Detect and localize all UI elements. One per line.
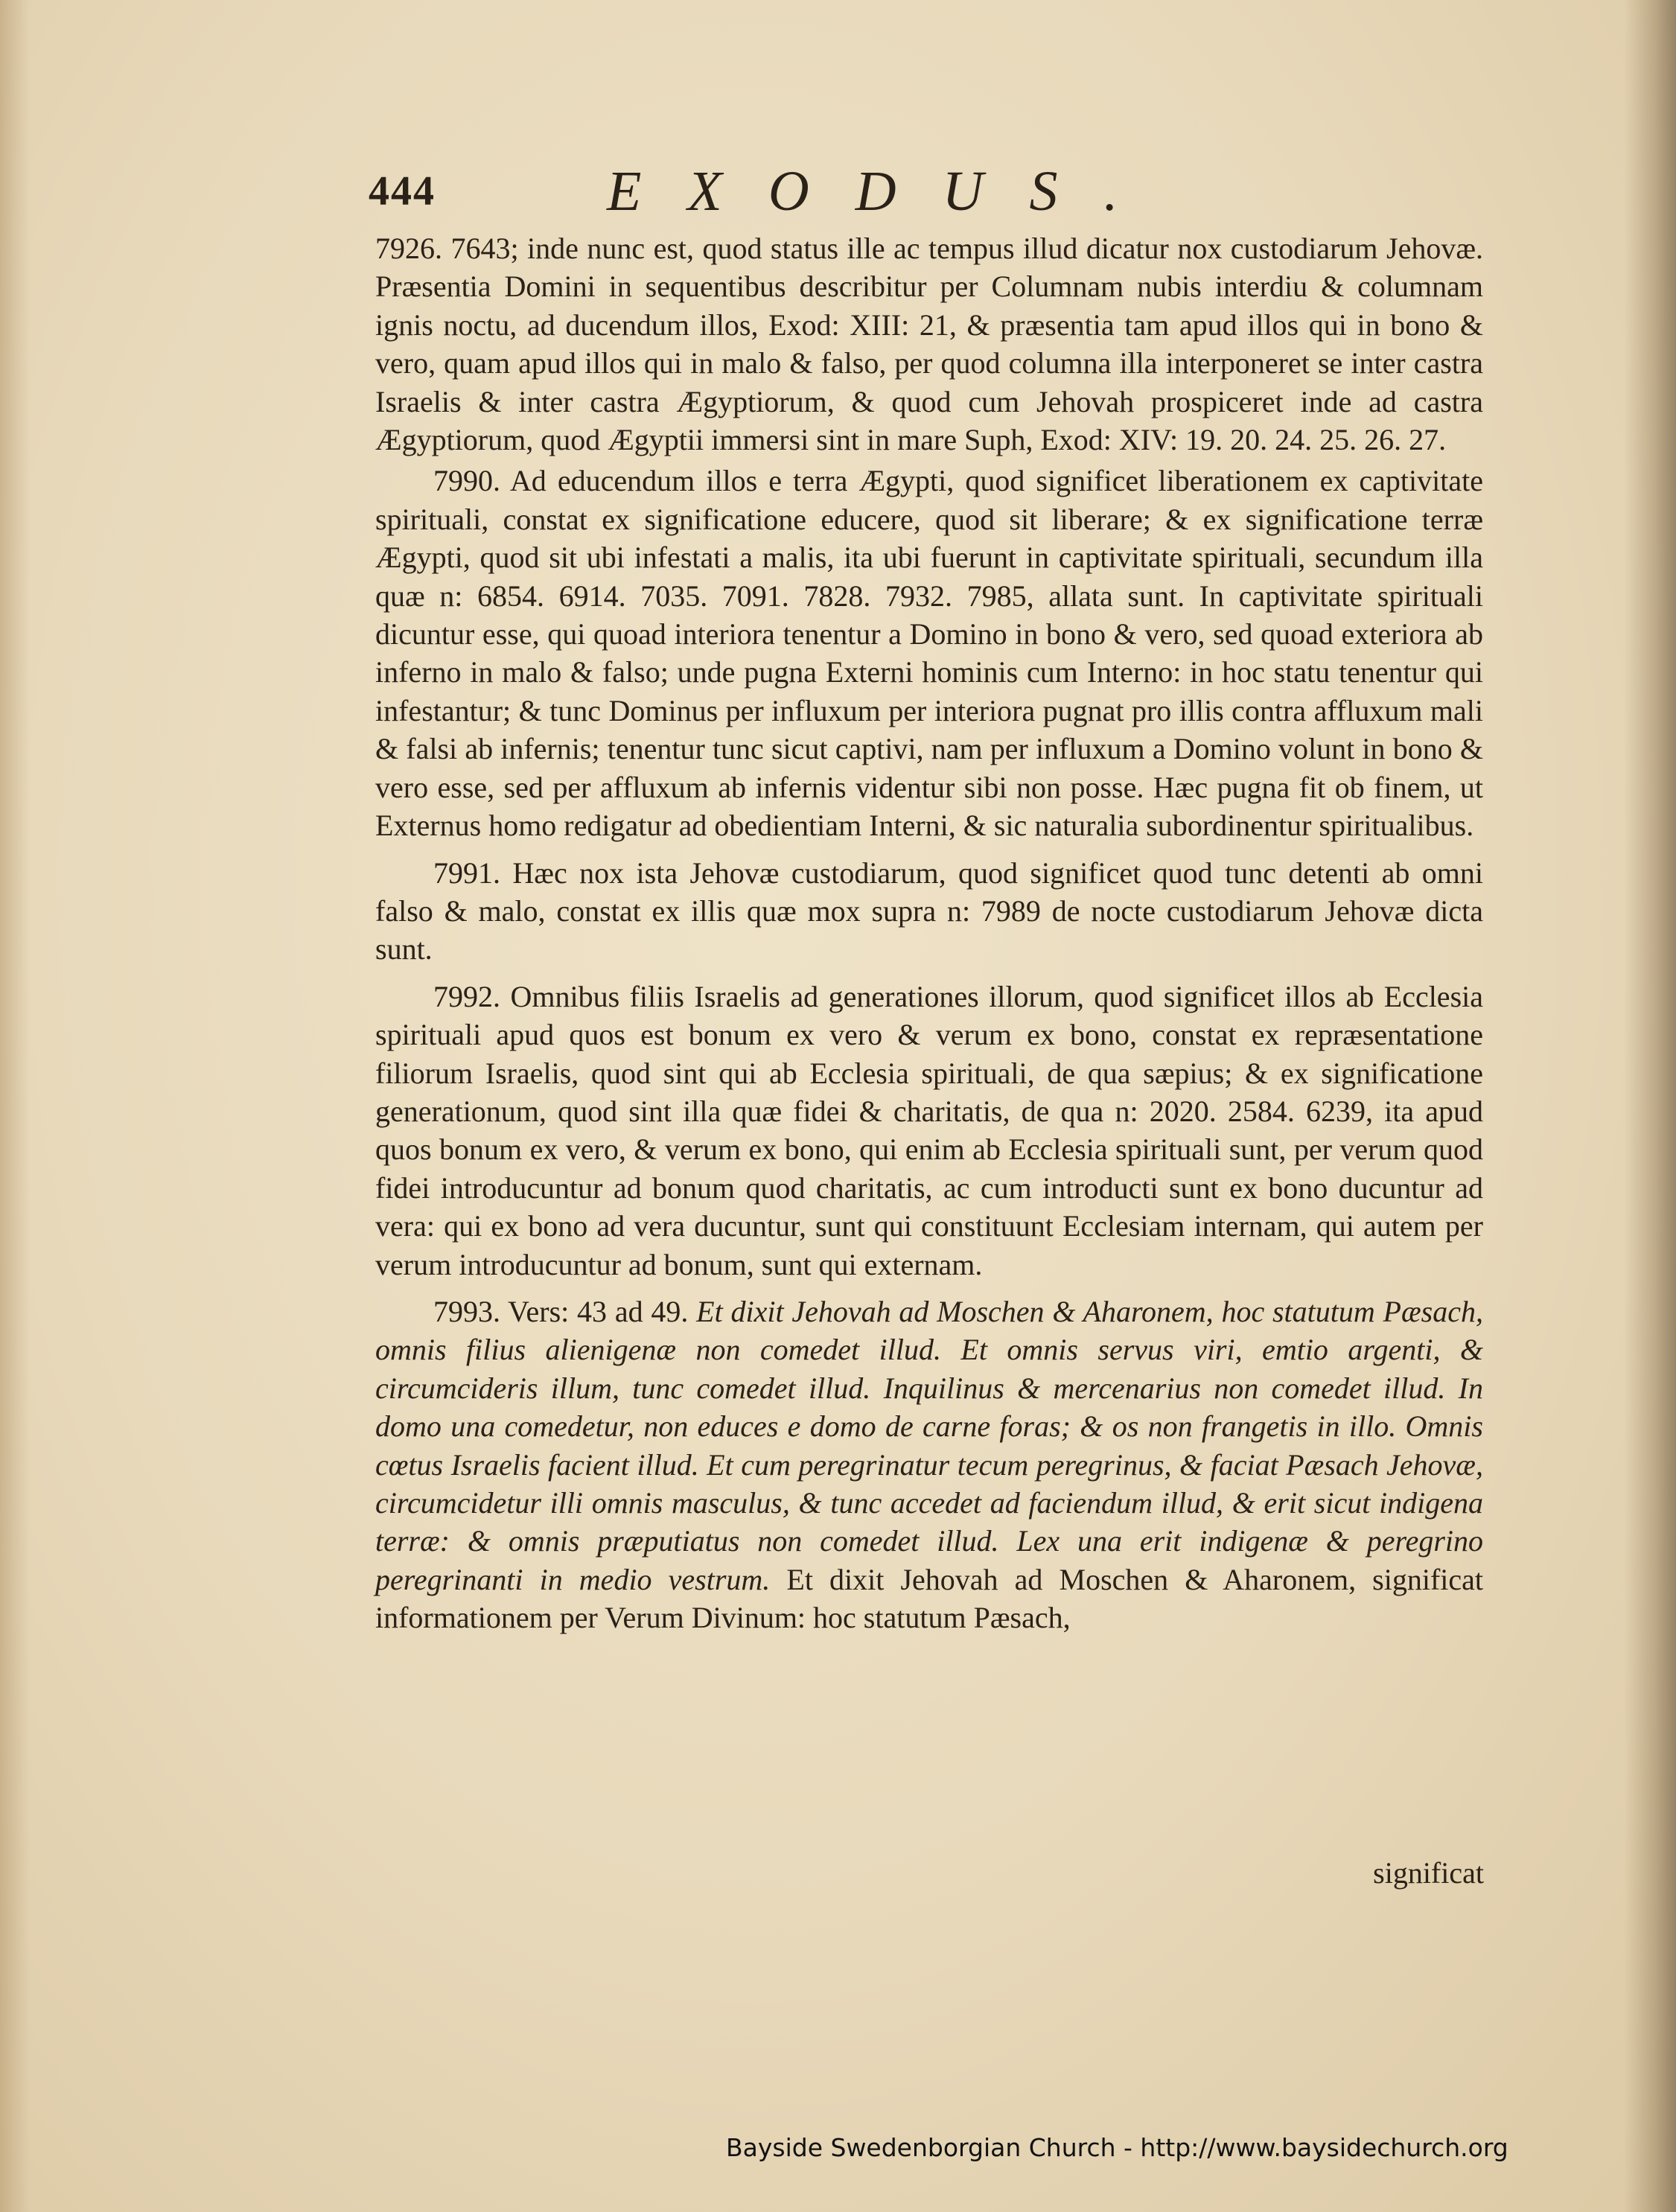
paragraph-7993-tail: Et dixit Jehovah ad Moschen & Aharonem, significat informationem per Verum Divinum: hoc statutum Pæsach, — [375, 1562, 1484, 1635]
catchword: significat — [1373, 1856, 1484, 1890]
page-number: 444 — [369, 168, 436, 214]
paragraph-7993-lead: 7993. Vers: 43 ad 49. — [433, 1294, 689, 1328]
body-text — [375, 229, 1483, 1637]
page-spine-shadow — [1624, 0, 1676, 2212]
footer-credit: Bayside Swedenborgian Church - http://www.baysidechurch.org — [726, 2133, 1508, 2162]
scripture-quotation: Et dixit Jehovah ad Moschen & Aharonem, hoc statutum Pæsach, omnis filius alienigenæ non comedet illud. Et omnis servus viri, emtio argenti, & circumcideris illum, tunc comedet illud. Inquilinus & mercenarius non comedet illud. In domo una comedetur, non educes e domo de carne foras; & os non frangetis in illo. Omnis cœtus Israelis facient illud. Et cum peregrinatur tecum peregrinus, & faciat Pæsach Jehovæ, circumcidetur illi omnis masculus, & tunc accedet ad faciendum illud, & erit sicut indigena terræ: & omnis præputiatus non comedet illud. Lex una erit indigenæ & peregrino peregrinanti in medio vestrum. — [375, 1294, 1483, 1596]
page-header — [369, 158, 1485, 225]
paragraph-7990: 7990. Ad educendum illos e terra Ægypti, quod significet liberationem ex captivitate spirituali, constat ex significatione educere, quod sit liberare; & ex significatione terræ Ægypti, quod sit ubi infestati a malis, ita ubi fuerunt in captivitate spirituali, secundum illa quæ n: 6854. 6914. 7035. 7091. 7828. 7932. 7985, allata sunt. In captivitate spirituali dicuntur esse, qui quoad interiora tenentur a Domino in bono & vero, sed quoad exteriora ab inferno in malo & falso; unde pugna Externi hominis cum Interno: in hoc statu tenentur qui infestantur; & tunc Dominus per influxum per interiora pugnat pro illis contra affluxum mali & falsi ab infernis; tenentur tunc sicut captivi, nam per influxum a Domino volunt in bono & vero esse, sed per affluxum ab infernis videntur sibi non posse. Hæc pugna fit ob finem, ut Externus homo redigatur ad obedientiam Interni, & sic naturalia subordinentur spiritualibus. — [375, 464, 1483, 843]
paragraph-7991: 7991. Hæc nox ista Jehovæ custodiarum, quod significet quod tunc detenti ab omni falso & malo, constat ex illis quæ mox supra n: 7989 de nocte custodiarum Jehovæ dicta sunt. — [375, 855, 1483, 966]
page-left-edge-shading — [0, 0, 30, 2212]
running-title: EXODUS. — [607, 160, 1164, 223]
paragraph-7993 — [375, 1293, 1483, 1637]
paragraph-7992: 7992. Omnibus filiis Israelis ad generationes illorum, quod significet illos ab Ecclesia spirituali apud quos est bonum ex vero & verum ex bono, constat ex repræsentatione filiorum Israelis, quod sint qui ab Ecclesia spirituali, de qua sæpius; & ex significatione generationum, quod sint illa quæ fidei & charitatis, de qua n: 2020. 2584. 6239, ita apud quos bonum ex vero, & verum ex bono, qui enim ab Ecclesia spirituali sunt, per verum quod fidei introducuntur ad bonum quod charitatis, ac cum introducti sunt ex bono ducuntur ad vera: qui ex bono ad vera ducuntur, sunt qui constituunt Ecclesiam internam, qui autem per verum introducuntur ad bonum, sunt qui externam. — [375, 979, 1483, 1281]
paragraph-continuation: 7926. 7643; inde nunc est, quod status ille ac tempus illud dicatur nox custodiarum Jehovæ. Præsentia Domini in sequentibus describitur per Columnam nubis interdiu & columnam ignis noctu, ad ducendum illos, Exod: XIII: 21, & præsentia tam apud illos qui in bono & vero, quam apud illos qui in malo & falso, per quod columna illa interponeret se inter castra Israelis & inter castra Ægyptiorum, & quod cum Jehovah prospiceret inde ad castra Ægyptiorum, quod Ægyptii immersi sint in mare Suph, Exod: XIV: 19. 20. 24. 25. 26. 27. — [375, 232, 1483, 457]
